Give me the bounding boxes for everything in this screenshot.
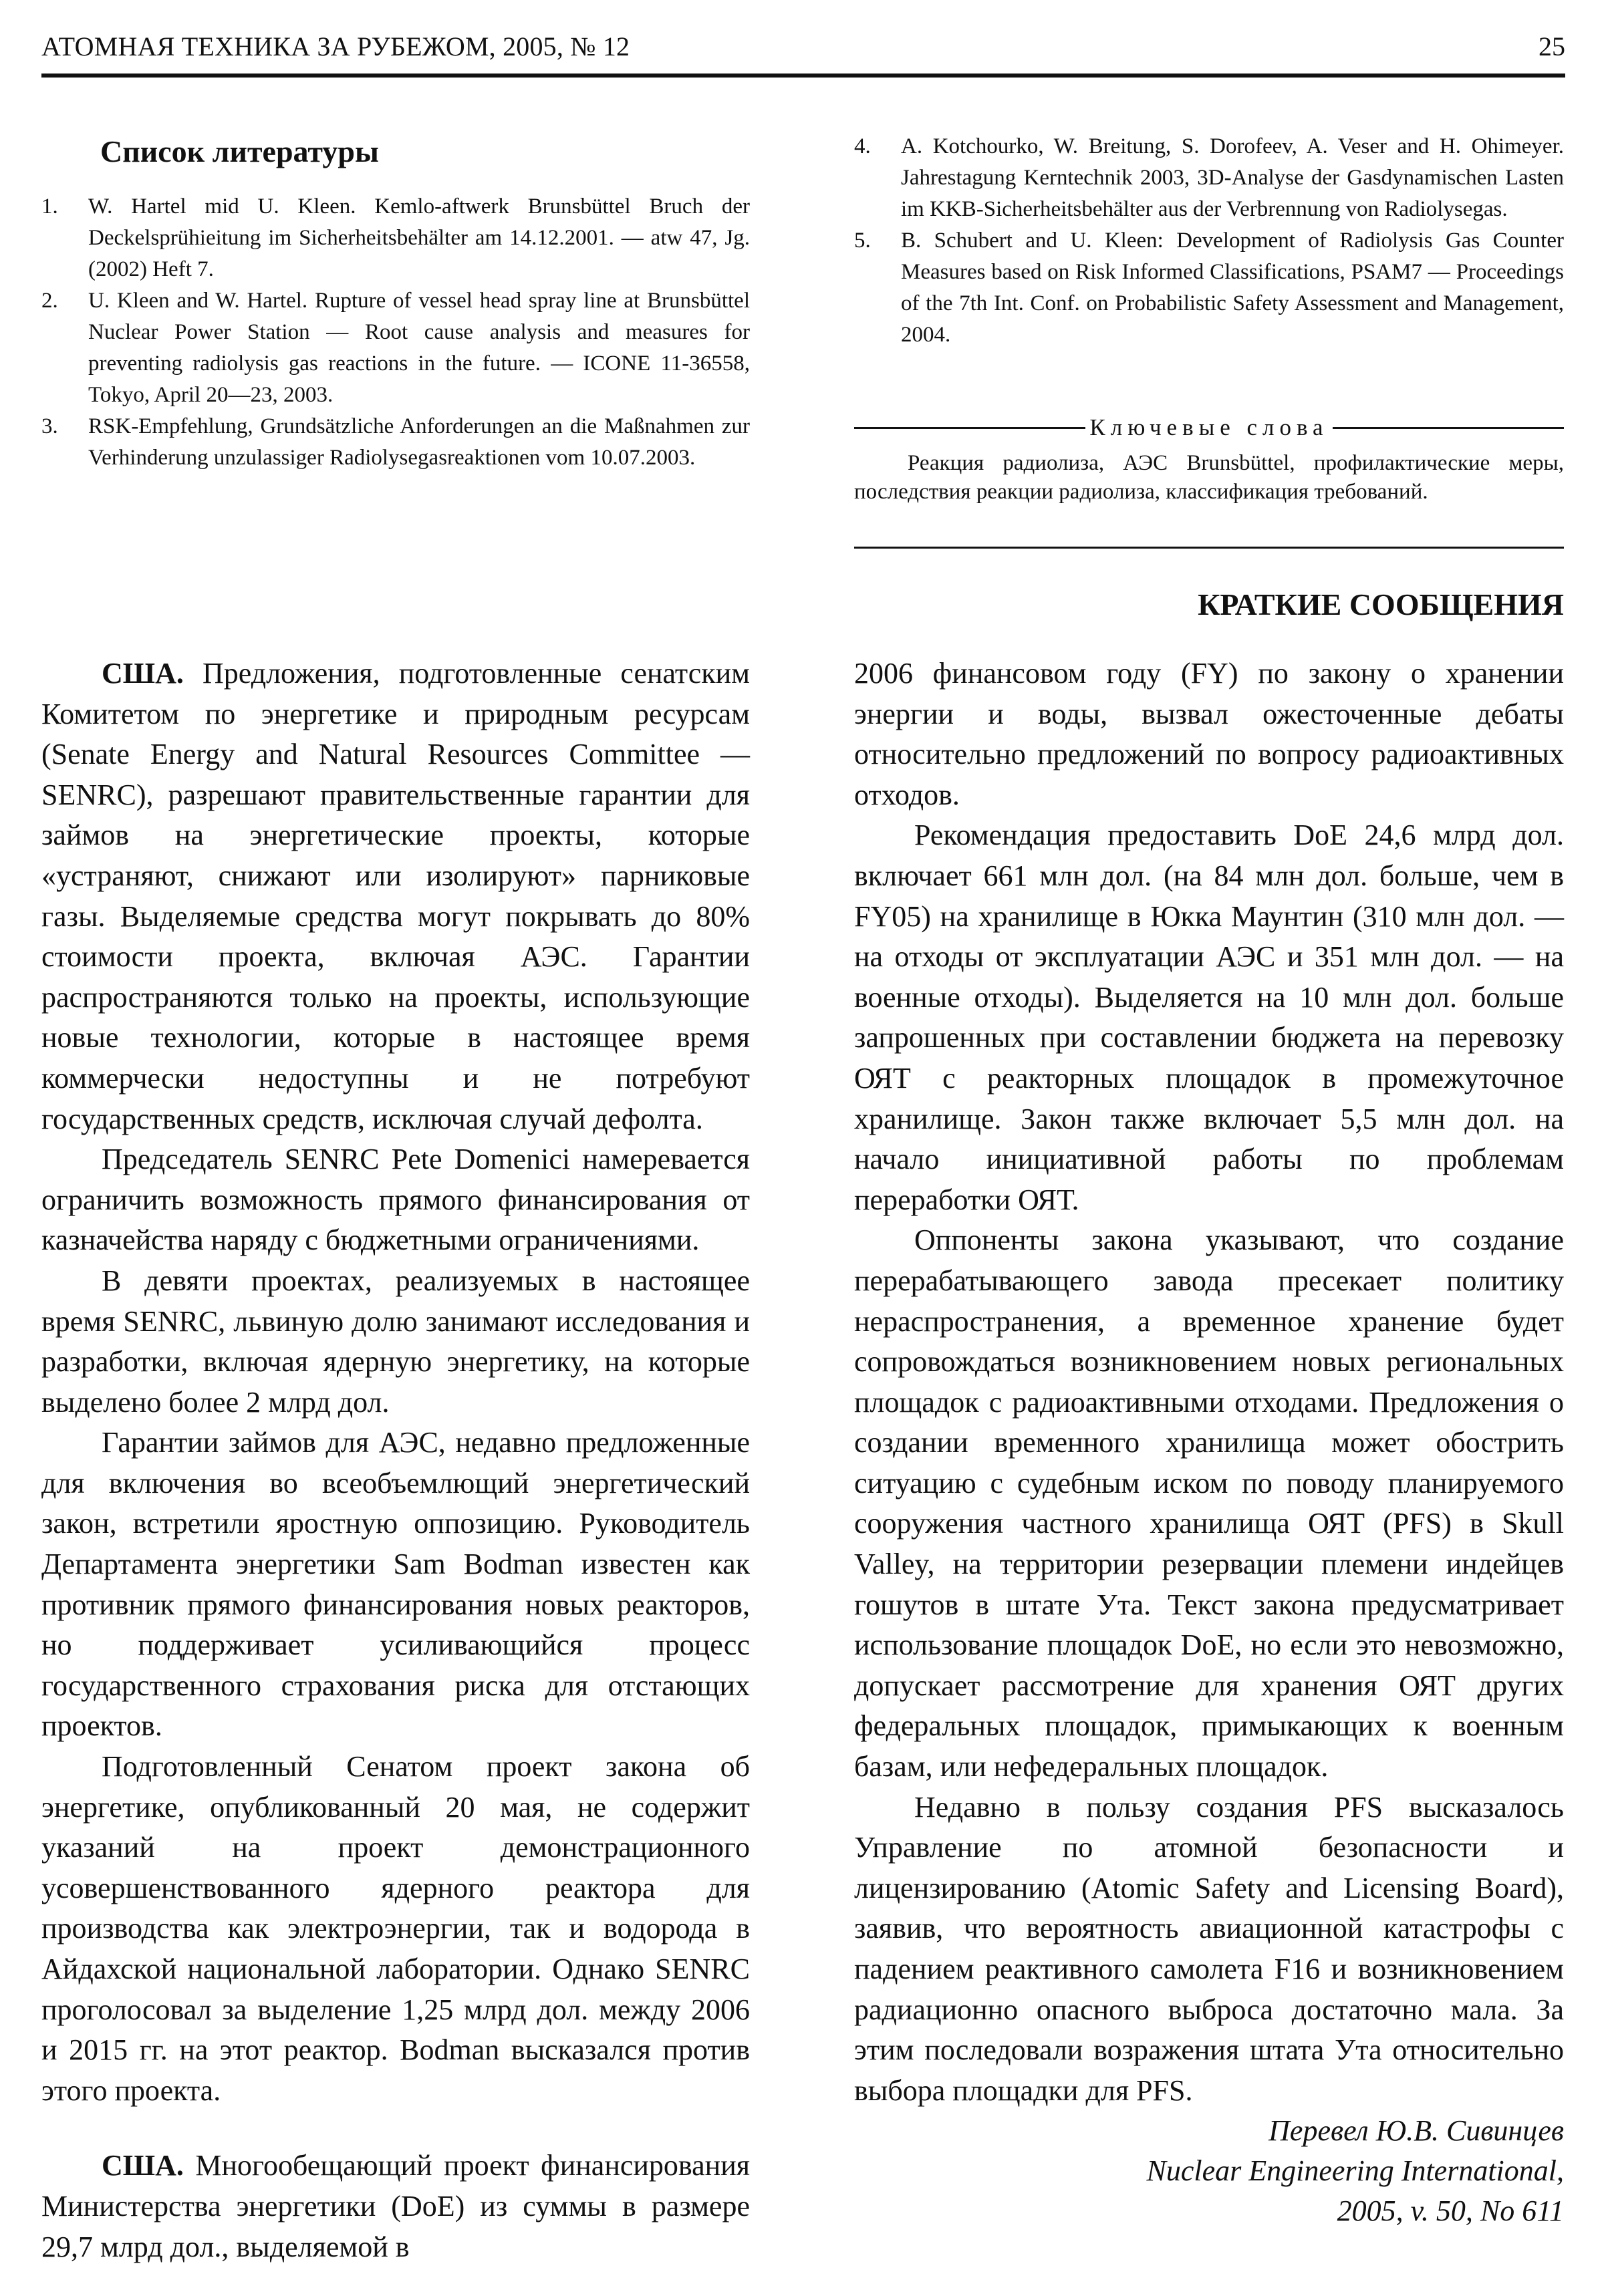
- page-header: [41, 27, 1565, 78]
- source-citation: Nuclear Engineering International, 2005, v. 50, No 611: [1146, 2154, 1564, 2228]
- keywords-label: Ключевые слова: [1089, 414, 1329, 440]
- keywords-text: Реакция радиолиза, АЭС Brunsbüttel, профилактические меры, последствия реакции радиолиза, классификация требований.: [854, 451, 1564, 504]
- paragraph: В девяти проектах, реализуемых в настоящее время SENRC, львиную долю занимают исследования и разработки, включая ядерную энергетику, на которые выделено более 2 млрд дол.: [41, 1264, 750, 1419]
- reference-item: 5. B. Schubert and U. Kleen: Development of Radiolysis Gas Counter Measures based on Risk Informed Classifications, PSAM7 — Proceedings of the 7th Int. Conf. on Probabilistic Safety Assessment and Management, 2004.: [854, 229, 1564, 347]
- reference-item: 3. RSK-Empfehlung, Grundsätzliche Anforderungen an die Maßnahmen zur Verhinderung unzulassiger Radiolysegasreaktionen vom 10.07.2003.: [41, 414, 750, 470]
- paragraph: Подготовленный Сенатом проект закона об энергетике, опубликованный 20 мая, не содержит указаний на проект демонстрационного усовершенствованного ядерного реактора для производства как электроэнергии, так и водорода в Айдахской национальной лаборатории. Однако SENRC проголосовал за выделение 1,25 млрд дол. между 2006 и 2015 гг. на этот реактор. Bodman высказался против этого проекта.: [41, 1750, 750, 2107]
- left-column-text: [41, 654, 750, 2267]
- references-list-right: [854, 131, 1564, 351]
- paragraph: Оппоненты закона указывают, что создание перерабатывающего завода пресекает политику нераспространения, а временное хранение будет сопровождаться возникновением новых региональных площадок с радиоактивными отходами. Предложения о создании временного хранилища может обострить ситуацию с судебным иском по поводу планируемого сооружения частного хранилища ОЯТ (PFS) в Skull Valley, на территории резервации племени индейцев гошутов в штате Ута. Текст закона предусматривает использование площадок DoE, но если это невозможно, допускает рассмотрение для хранения ОЯТ других федеральных площадок, примыкающих к военным базам, или нефедеральных площадок.: [854, 1224, 1564, 1783]
- translator-credit: Перевел Ю.В. Сивинцев: [1268, 2114, 1564, 2148]
- divider: [854, 547, 1564, 549]
- page-number: 25: [1539, 31, 1565, 61]
- country-lead: США.: [102, 2149, 184, 2182]
- right-column-text: [854, 654, 1564, 2231]
- divider: [854, 427, 1085, 429]
- references-list-left: [41, 191, 750, 474]
- reference-item: 2. U. Kleen and W. Hartel. Rupture of vessel head spray line at Brunsbüttel Nuclear Power Station — Root cause analysis and measures for preventing radiolysis gas reactions in the future. — ICONE 11-36558, Tokyo, April 20—23, 2003.: [41, 289, 750, 407]
- country-lead: США.: [102, 657, 184, 690]
- paragraph: США. Предложения, подготовленные сенатским Комитетом по энергетике и природным ресурсам (Senate Energy and Natural Resources Committee — SENRC), разрешают правительственные гарантии для займов на энергетические проекты, которые «устраняют, снижают или изолируют» парниковые газы. Выделяемые средства могут покрывать до 80% стоимости проекта, включая АЭС. Гарантии распространяются только на проекты, использующие новые технологии, которые в настоящее время коммерчески недоступны и не потребуют государственных средств, исключая случай дефолта.: [41, 657, 750, 1135]
- reference-item: 1. W. Hartel mid U. Kleen. Kemlo-aftwerk Brunsbüttel Bruch der Deckelsprühieitung im Sicherheitsbehälter am 14.12.2001. — atw 47, Jg. (2002) Heft 7.: [41, 194, 750, 281]
- paragraph: 2006 финансовом году (FY) по закону о хранении энергии и воды, вызвал ожесточенные дебаты относительно предложений по вопросу радиоактивных отходов.: [854, 657, 1564, 811]
- references-title: Список литературы: [100, 134, 379, 168]
- paragraph: США. Многообещающий проект финансирования Министерства энергетики (DoE) из суммы в размере 29,7 млрд дол., выделяемой в: [41, 2149, 750, 2263]
- paragraph: Недавно в пользу создания PFS высказалось Управление по атомной безопасности и лицензированию (Atomic Safety and Licensing Board), заявив, что вероятность авиационной катастрофы с падением реактивного самолета F16 и возникновением радиационно опасного выброса достаточно мала. За этим последовали возражения штата Ута относительно выбора площадки для PFS.: [854, 1790, 1564, 2107]
- journal-title: АТОМНАЯ ТЕХНИКА ЗА РУБЕЖОМ, 2005, № 12: [41, 31, 630, 61]
- keywords-header: [854, 414, 1564, 441]
- section-title: КРАТКИЕ СООБЩЕНИЯ: [1198, 587, 1564, 621]
- reference-item: 4. A. Kotchourko, W. Breitung, S. Dorofeev, A. Veser and H. Ohimeyer. Jahrestagung Kerntechnik 2003, 3D-Analyse der Gasdynamischen Lasten im KKB-Sicherheitsbehälter aus der Verbrennung von Radiolysegas.: [854, 134, 1564, 221]
- paragraph: Рекомендация предоставить DoE 24,6 млрд дол. включает 661 млн дол. (на 84 млн дол. больше, чем в FY05) на хранилище в Юкка Маунтин (310 млн дол. — на отходы от эксплуатации АЭС и 351 млн дол. — на военные отходы). Выделяется на 10 млн дол. больше запрошенных при составлении бюджета на перевозку ОЯТ с реакторных площадок в промежуточное хранилище. Закон также включает 5,5 млн дол. на начало инициативной работы по проблемам переработки ОЯТ.: [854, 819, 1564, 1216]
- divider: [1333, 427, 1564, 429]
- paragraph: Гарантии займов для АЭС, недавно предложенные для включения во всеобъемлющий энергетический закон, встретили яростную оппозицию. Руководитель Департамента энергетики Sam Bodman известен как противник прямого финансирования новых реакторов, но поддерживает усиливающийся процесс государственного страхования риска для отстающих проектов.: [41, 1426, 750, 1743]
- paragraph: Председатель SENRC Pete Domenici намеревается ограничить возможность прямого финансирования от казначейства наряду с бюджетными ограничениями.: [41, 1143, 750, 1257]
